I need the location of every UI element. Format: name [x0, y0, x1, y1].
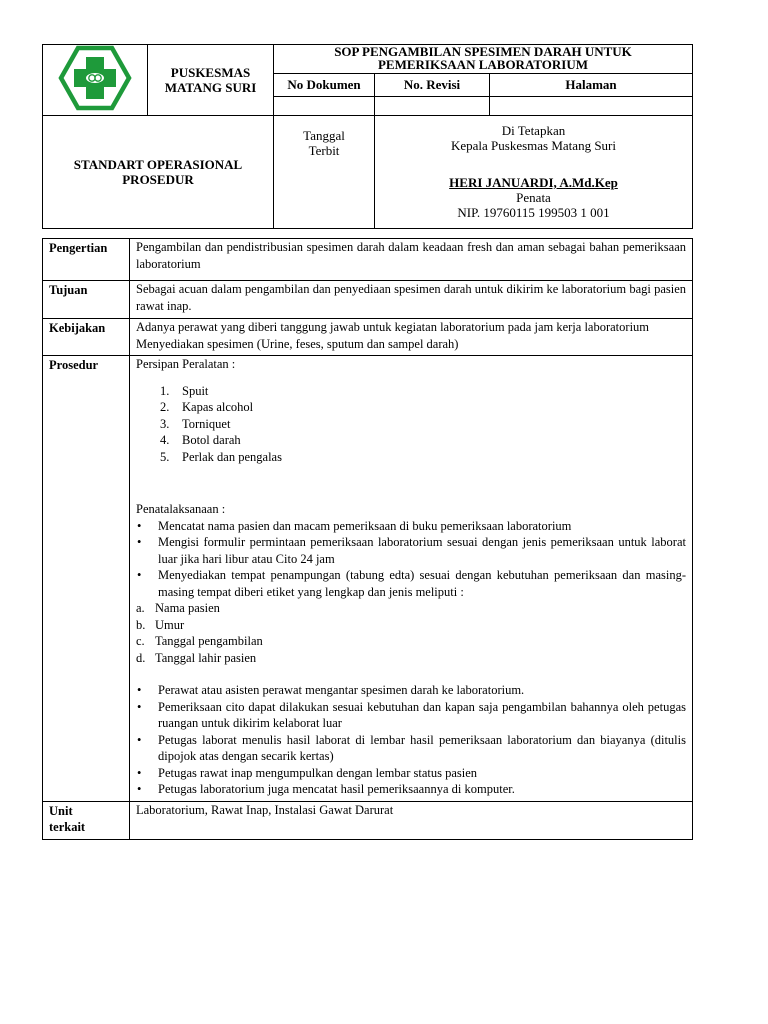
- approver-name: HERI JANUARDI, A.Md.Kep: [449, 175, 618, 190]
- document-header-table: [42, 44, 693, 229]
- approver-rank: Penata: [516, 190, 551, 205]
- puskesmas-logo: [58, 45, 132, 111]
- sop-title: [274, 45, 693, 74]
- persiapan-title: Persipan Peralatan :: [136, 357, 236, 371]
- sop-label: [43, 116, 274, 229]
- tujuan-label: Tujuan: [43, 281, 130, 319]
- list-item: • Pemeriksaan cito dapat dilakukan sesuai kebutuhan dan kapan saja pengambilan bahannya oleh petugas ruangan untuk dikirim kelaborat luar: [137, 699, 686, 730]
- kebijakan-line2: Menyediakan spesimen (Urine, feses, sputum dan sampel darah): [136, 336, 459, 351]
- pengertian-text: Pengambilan dan pendistribusian spesimen darah dalam keadaan fresh dan aman sebagai bahan pemeriksaan laboratorium: [130, 239, 693, 281]
- unit-label-line2: terkait: [49, 820, 86, 834]
- unit-terkait-label: [43, 801, 130, 839]
- no-revisi-value: [375, 97, 490, 116]
- list-item: 3. Torniquet: [160, 416, 231, 431]
- sop-label-line1: STANDART OPERASIONAL: [73, 157, 243, 172]
- penatalaksanaan-title: Penatalaksanaan :: [136, 502, 226, 516]
- section-unit-terkait: [43, 801, 693, 839]
- list-item: a. Nama pasien: [136, 601, 220, 615]
- tanggal-line1: Tanggal: [303, 128, 345, 143]
- unit-label-line1: Unit: [49, 803, 73, 818]
- list-item: • Mengisi formulir permintaan pemeriksaan laboratorium sesuai dengan jenis pemeriksaan untuk laborat luar jika hari libur atau Cito 24 jam: [137, 535, 686, 566]
- list-item: c. Tanggal pengambilan: [136, 634, 263, 648]
- section-tujuan: [43, 281, 693, 319]
- prosedur-content: [130, 356, 693, 802]
- approver-nip: NIP. 19760115 199503 1 001: [457, 205, 610, 220]
- section-pengertian: [43, 239, 693, 281]
- pengertian-label: Pengertian: [43, 239, 130, 281]
- unit-terkait-text: Laboratorium, Rawat Inap, Instalasi Gawat Darurat: [130, 801, 693, 839]
- approval-line2: Kepala Puskesmas Matang Suri: [450, 138, 616, 153]
- no-dokumen-value: [274, 97, 375, 116]
- list-item: 5. Perlak dan pengalas: [160, 449, 282, 464]
- tujuan-text: Sebagai acuan dalam pengambilan dan penyediaan spesimen darah untuk dikirim ke laboratorium bagi pasien rawat inap.: [130, 281, 693, 319]
- halaman-value: [490, 97, 693, 116]
- list-item: 4. Botol darah: [160, 433, 241, 447]
- kebijakan-content: [130, 319, 693, 356]
- sop-title-line2: PEMERIKSAAN LABORATORIUM: [377, 57, 589, 72]
- peralatan-list: [136, 383, 686, 466]
- list-item: • Petugas laboratorium juga mencatat hasil pemeriksaannya di komputer.: [137, 782, 515, 796]
- kebijakan-label: Kebijakan: [43, 319, 130, 356]
- list-item: • Menyediakan tempat penampungan (tabung edta) sesuai dengan kebutuhan pemeriksaan dan masing-masing tempat diberi etiket yang lengkap dan jenis meliputi :: [137, 568, 686, 599]
- section-prosedur: [43, 356, 693, 802]
- org-name-line2: MATANG SURI: [164, 80, 257, 95]
- sop-title-line1: SOP PENGAMBILAN SPESIMEN DARAH UNTUK: [334, 44, 632, 59]
- list-item: • Petugas laborat menulis hasil laborat di lembar hasil pemeriksaan laboratorium dan biayanya (ditulis dipojok atas dengan secarik kertas): [137, 732, 686, 763]
- list-item: b. Umur: [136, 617, 185, 632]
- no-dokumen-header: No Dokumen: [274, 74, 375, 97]
- approval-block: [375, 116, 693, 229]
- prosedur-label: Prosedur: [43, 356, 130, 802]
- section-kebijakan: [43, 319, 693, 356]
- no-revisi-header: No. Revisi: [375, 74, 490, 97]
- list-item: • Mencatat nama pasien dan macam pemeriksaan di buku pemeriksaan laboratorium: [137, 518, 572, 533]
- list-item: 1. Spuit: [160, 383, 209, 398]
- sop-label-line2: PROSEDUR: [122, 172, 194, 187]
- tanggal-terbit: [274, 116, 375, 229]
- list-item: • Perawat atau asisten perawat mengantar spesimen darah ke laboratorium.: [137, 683, 525, 697]
- organization-name: [148, 45, 274, 116]
- list-item: • Petugas rawat inap mengumpulkan dengan lembar status pasien: [137, 765, 478, 780]
- logo-cell: [43, 45, 148, 116]
- sop-content-table: [42, 238, 693, 840]
- kebijakan-line1: Adanya perawat yang diberi tanggung jawab untuk kegiatan laboratorium pada jam kerja laboratorium: [136, 320, 650, 334]
- list-item: 2. Kapas alcohol: [160, 400, 254, 414]
- list-item: d. Tanggal lahir pasien: [136, 650, 257, 665]
- approval-line1: Di Tetapkan: [501, 123, 566, 138]
- halaman-header: Halaman: [490, 74, 693, 97]
- tanggal-line2: Terbit: [308, 143, 340, 158]
- org-name-line1: PUSKESMAS: [170, 65, 251, 80]
